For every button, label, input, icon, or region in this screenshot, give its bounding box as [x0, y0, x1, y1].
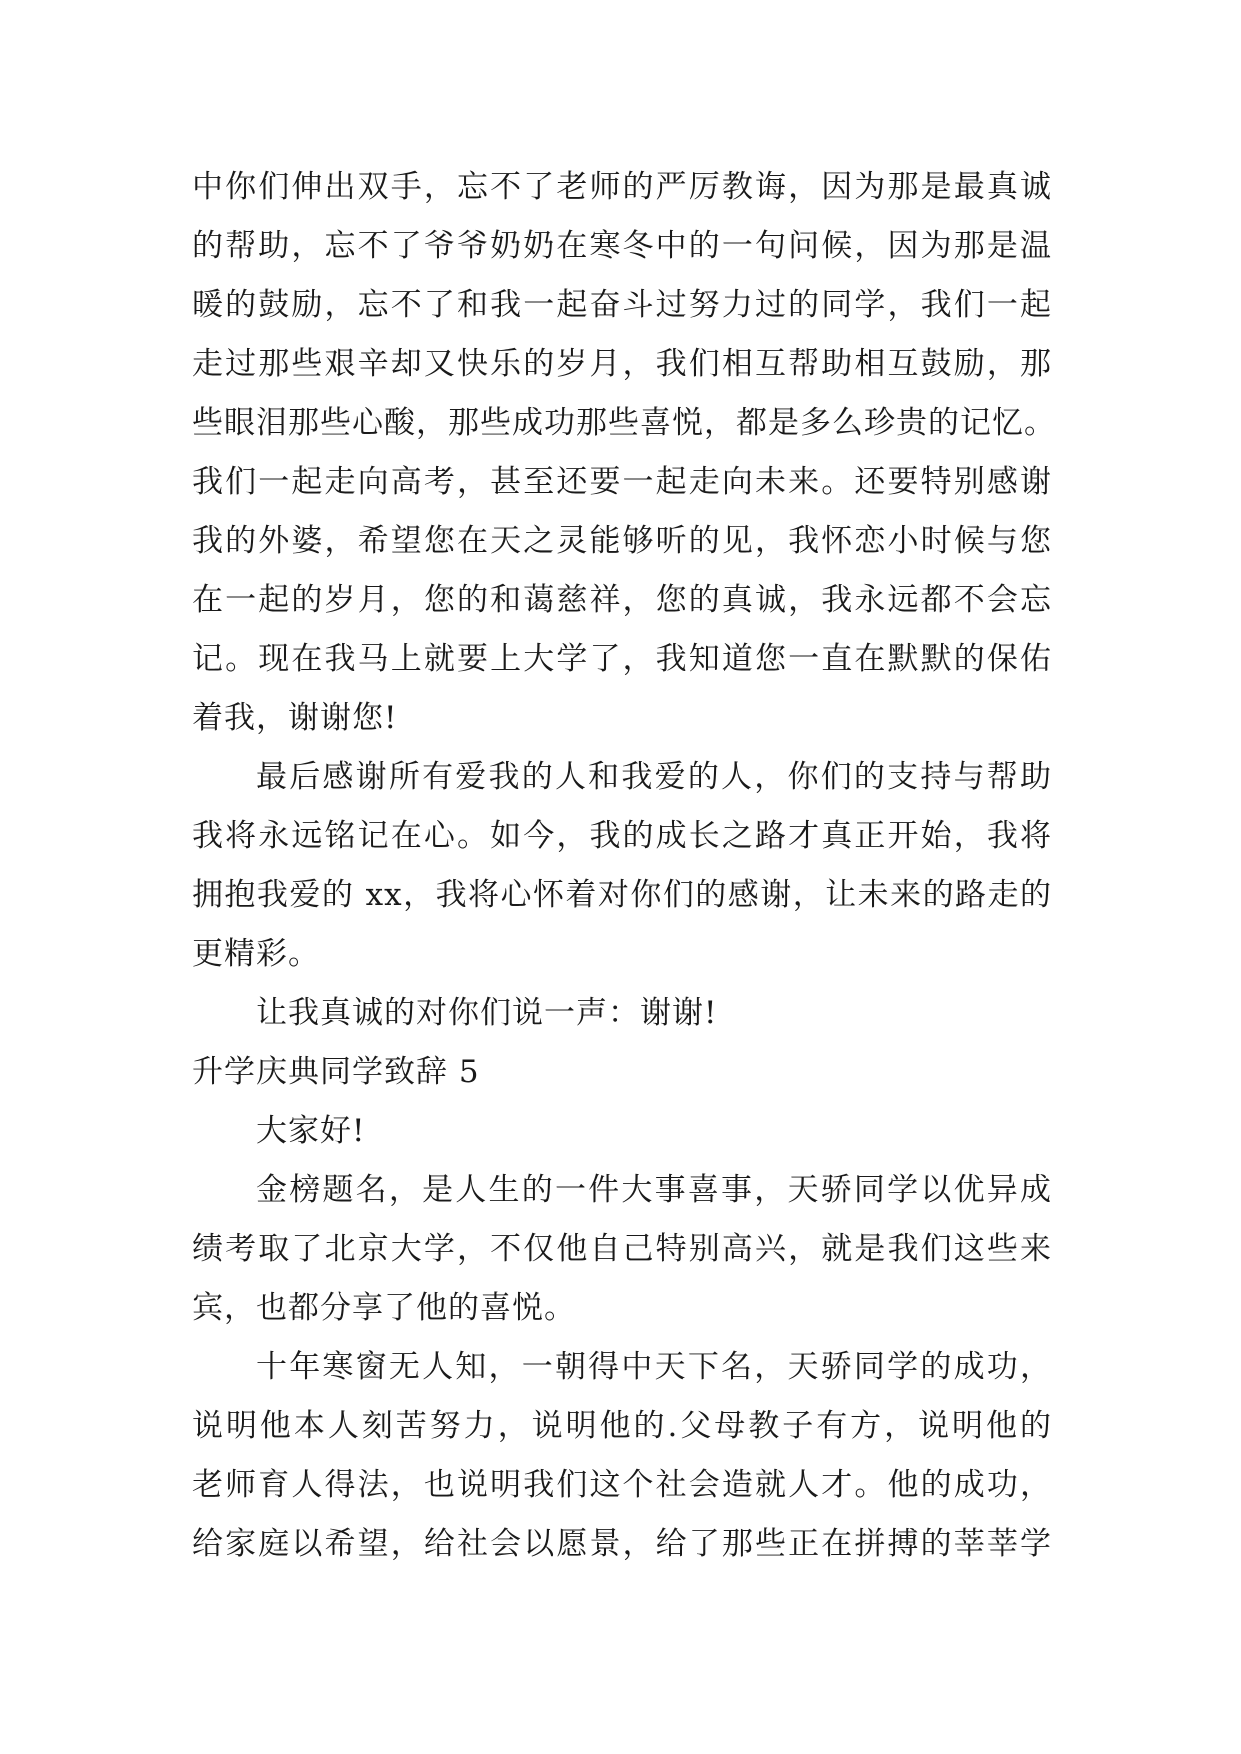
document-body	[192, 158, 1056, 1574]
text-line: 我的外婆，希望您在天之灵能够听的见，我怀恋小时候与您	[192, 523, 1052, 559]
text-line: 金榜题名，是人生的一件大事喜事，天骄同学以优异成	[256, 1172, 1052, 1208]
text-line: 记。现在我马上就要上大学了，我知道您一直在默默的保佑	[192, 641, 1052, 677]
text-line: 宾，也都分享了他的喜悦。	[192, 1290, 576, 1326]
text-line: 更精彩。	[192, 936, 320, 972]
text-line: 暖的鼓励，忘不了和我一起奋斗过努力过的同学，我们一起	[192, 287, 1052, 323]
text-line: 我们一起走向高考，甚至还要一起走向未来。还要特别感谢	[192, 464, 1052, 500]
text-line: 的帮助，忘不了爷爷奶奶在寒冬中的一句问候，因为那是温	[192, 228, 1052, 264]
text-line: 拥抱我爱的 xx，我将心怀着对你们的感谢，让未来的路走的	[192, 877, 1052, 913]
text-line: 给家庭以希望，给社会以愿景，给了那些正在拼搏的莘莘学	[192, 1526, 1052, 1562]
text-line: 十年寒窗无人知，一朝得中天下名，天骄同学的成功，	[256, 1349, 1052, 1385]
text-line: 让我真诚的对你们说一声：谢谢!	[256, 995, 718, 1031]
text-line: 走过那些艰辛却又快乐的岁月，我们相互帮助相互鼓励，那	[192, 346, 1052, 382]
text-line: 着我，谢谢您!	[192, 700, 398, 736]
text-line: 最后感谢所有爱我的人和我爱的人，你们的支持与帮助	[256, 759, 1052, 795]
text-line: 些眼泪那些心酸，那些成功那些喜悦，都是多么珍贵的记忆。	[192, 405, 1056, 441]
text-line: 绩考取了北京大学，不仅他自己特别高兴，就是我们这些来	[192, 1231, 1052, 1267]
text-line: 升学庆典同学致辞 5	[192, 1054, 480, 1090]
text-line: 在一起的岁月，您的和蔼慈祥，您的真诚，我永远都不会忘	[192, 582, 1052, 618]
text-line: 老师育人得法，也说明我们这个社会造就人才。他的成功，	[192, 1467, 1052, 1503]
text-line: 中你们伸出双手，忘不了老师的严厉教诲，因为那是最真诚	[192, 169, 1052, 205]
text-line: 大家好!	[256, 1113, 366, 1149]
text-line: 说明他本人刻苦努力，说明他的.父母教子有方，说明他的	[192, 1408, 1052, 1444]
text-line: 我将永远铭记在心。如今，我的成长之路才真正开始，我将	[192, 818, 1052, 854]
